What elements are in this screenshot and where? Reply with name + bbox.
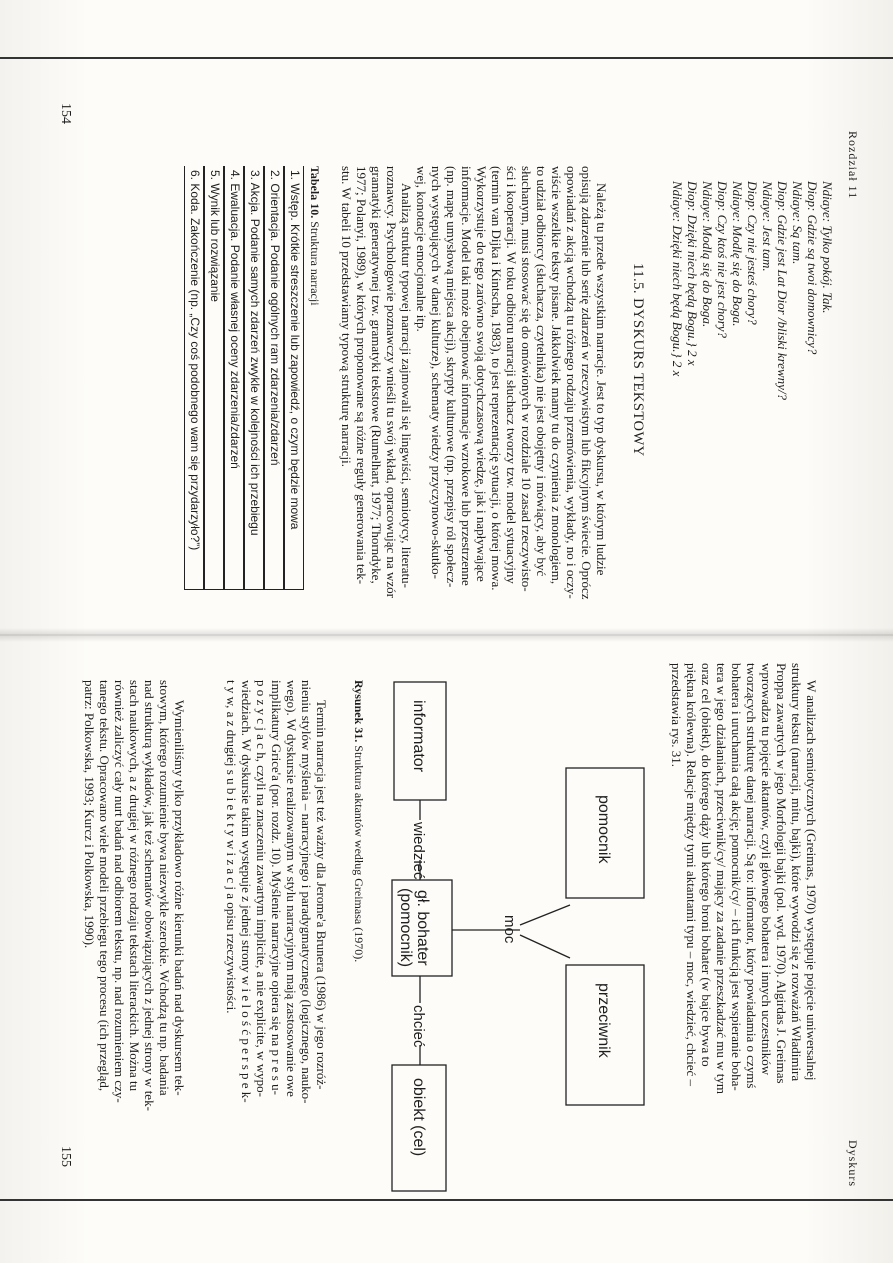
text-line: 1977; Polanyi, 1989), w których proponowane są różne reguły generowania tek-: [354, 166, 369, 585]
figure-caption-text: Struktura aktantów według Greimasa (1970).: [352, 742, 366, 963]
running-header-left: Rozdział 11: [846, 131, 860, 200]
text-line: roznawcy. Psychologowie poznawczy wnieśli tu swój wkład, opracowując na wzór: [384, 166, 399, 599]
dialogue-line: Diop: Gdzie jest Lat Dior /bliski krewny/?: [775, 181, 790, 401]
bohater-sub-label: (pomocnik): [397, 888, 414, 968]
top-rule: [0, 57, 893, 59]
text-line: bohatera i uruchamia całą akcję; pomocnik/cy/ – ich funkcją jest wspieranie boha-: [729, 663, 744, 1091]
dialogue-line: Diop: Gdzie są twoi domownicy?: [805, 181, 820, 355]
wiedziec-label: wiedzieć: [410, 822, 427, 880]
dialogue-line: Diop: Czy nie jesteś chory?: [745, 181, 760, 325]
text-line: (np. mapę umysłową miejsca akcji), skrypty kulturowe (np. przepisy ról społecz-: [444, 166, 459, 588]
figure-caption: [352, 680, 366, 962]
bohater-label: gł. bohater: [414, 890, 431, 966]
text-line: ści i kooperacji. W toku odbioru narracji słuchacz tworzy tzw. model sytuacyjny: [504, 166, 519, 584]
table-row: 2. Orientacja. Podanie ogólnych ram zdarzenia/zdarzeń: [264, 166, 284, 590]
informator-label: informator: [410, 700, 427, 773]
text-line: Należą tu przede wszystkim narracje. Jest to typ dyskursu, w którym ludzie: [594, 183, 609, 576]
figure-caption-label: Rysunek 31.: [352, 680, 366, 743]
obiekt-box: [392, 1065, 446, 1191]
text-line: tworzących strukturę danej narracji. Są to: informator, który powiadamia o czymś: [744, 663, 759, 1089]
przeciwnik-label: przeciwnik: [595, 983, 612, 1058]
text-line: Wymieniliśmy tylko przykładowo różne kierunki badań nad dyskursem tek-: [172, 700, 187, 1096]
text-line: wiście wszelkie teksty pisane. Jakkolwiek mamy tu do czynienia z monologiem,: [549, 166, 564, 585]
text-line: przedstawia rys. 31.: [669, 663, 684, 767]
moc-line-left: [520, 905, 570, 925]
table-caption-label: Tabela 10.: [308, 166, 322, 219]
pomocnik-label: pomocnik: [595, 795, 612, 864]
text-line: patrz: Polkowska, 1993; Kurcz i Polkowska, 1990).: [82, 680, 97, 949]
bohater-box: [392, 880, 452, 976]
text-line: stowym, którego rozumienie bywa niezwykle szerokie. Wchodzą tu np. badania: [157, 680, 172, 1096]
text-line: wej, konotacje emocjonalne itp.: [414, 166, 429, 332]
page-number-right: 155: [58, 1146, 73, 1167]
text-line: p o z y c j a c h, czyli na znaczeniu zawartym implicite, a nie explicite, w wypo-: [254, 680, 269, 1097]
text-line: Proppa zawartych w jego Morfologii bajki (pol. wyd. 1970). Algirdas J. Greimas: [774, 663, 789, 1084]
dialogue-line: Ndiaye: Dzięki niech będą Bogu.} 2 x: [670, 181, 685, 377]
text-line: tera w jego działaniach, przeciwnik/cy/ mający za zadanie przeszkadzać mu w tym: [714, 663, 729, 1094]
przeciwnik-box: [566, 965, 644, 1105]
bottom-rule: [0, 1199, 893, 1201]
table-row: 1. Wstęp. Krótkie streszczenie lub zapowiedź, o czym będzie mowa: [284, 166, 304, 590]
text-line: również zaliczyć cały nurt badań nad odbiorem tekstu, np. nad rozumieniem czy-: [112, 680, 127, 1103]
page-number-left: 154: [58, 103, 73, 124]
dialogue-line: Ndiaye: Są tam.: [790, 181, 805, 265]
text-line: wego). W dyskursie realizowanym w stylu narracyjnym mają zastosowanie owe: [284, 680, 299, 1097]
text-line: implikatury Grice'a (por. rozdz. 10). Myślenie narracyjne opiera się na p r e s u-: [269, 680, 284, 1095]
table-caption: [308, 166, 322, 306]
dialogue-line: Diop: Czy ktoś nie jest chory?: [715, 181, 730, 339]
text-line: wprowadza tu pojęcie aktantów, czyli głównego bohatera i innych uczestników: [759, 663, 774, 1076]
text-line: stach naukowych, a z drugiej w różnego rodzaju tekstach literackich. Można tu: [127, 680, 142, 1092]
text-line: W analizach semiotycznych (Greimas, 1970) występuje pojęcie uniwersalnej: [804, 680, 819, 1081]
text-line: to udział odbiorcy (słuchacza, czytelnika) nie jest obojętny i mówiący, aby być: [534, 166, 549, 577]
text-line: oraz cel (obiekt), do którego dąży lub którego broni bohater (w bajce bywa to: [699, 663, 714, 1067]
text-line: Termin narracja jest też ważny dla Jerome'a Brunera (1986) w jego rozróż-: [314, 700, 329, 1090]
pomocnik-box: [566, 768, 644, 898]
obiekt-label: obiekt (cel): [410, 1078, 427, 1157]
table-row: 4. Ewaluacja. Podanie własnej oceny zdarzenia/zdarzeń: [224, 166, 244, 590]
table-row: 3. Akcja. Podanie samych zdarzeń zwykle w kolejności ich przebiegu: [244, 166, 264, 590]
chciec-label: chcieć: [410, 1005, 427, 1048]
text-line: nieniu stylów myślenia – narracyjnego i paradygmatycznego (logicznego, nauko-: [299, 680, 314, 1104]
table-row: 5. Wynik lub rozwiązanie: [204, 166, 224, 590]
text-line: nad strukturą wykładów, jak też schematów obowiązujących z jednej strony w tek-: [142, 680, 157, 1111]
text-line: gramatyki generatywnej tzw. gramatyki tekstowe (Rumelhart, 1977; Thorndyke,: [369, 166, 384, 584]
text-line: nych występujących w danej kulturze), schematy wiedzy przyczynowo-skutko-: [429, 166, 444, 579]
book-spine-shadow: [0, 628, 893, 642]
text-line: Analizą struktur typowej narracji zajmowali się lingwiści, semiotycy, literatu-: [399, 183, 414, 588]
text-line: piękna królewna). Relacje między tymi aktantami typu – moc, wiedzieć, chcieć –: [684, 663, 699, 1087]
text-line: Wykorzystuje do tego zarówno swoją dotychczasową wiedzę, jak i napływające: [474, 166, 489, 582]
dialogue-line: Ndiaye: Modlę się do Boga.: [730, 181, 745, 327]
moc-label: moc: [501, 915, 518, 944]
text-line: słuchanym, musi stosować się do omówionych w rozdziale 10 zasad rzeczywisto-: [519, 166, 534, 592]
text-line: t y w, a z drugiej s u b i e k t y w i z a c j a opisu rzeczywistości.: [224, 680, 239, 1014]
section-title: 11.5. DYSKURS TEKSTOWY: [630, 263, 646, 457]
dialogue-line: Ndiaye: Modlą się do Boga.: [700, 181, 715, 328]
text-line: wiedziach. W dyskursie takim występuje z jednej strony w i e l o ś ć p e r s p e k-: [239, 680, 254, 1103]
text-line: tanego tekstu. Opracowano wiele modeli przebiegu tego procesu (ich przegląd,: [97, 680, 112, 1092]
running-header-right: Dyskurs: [846, 1140, 860, 1188]
moc-line-right: [520, 935, 570, 958]
text-line: opowiadań z akcją wchodzą tu różnego rodzaju przemówienia, wykłady, no i oczy-: [564, 166, 579, 599]
dialogue-line: Ndiaye: Jest tam.: [760, 181, 775, 272]
dialogue-line: Ndiaye: Tylko pokój. Tak.: [820, 181, 835, 314]
text-line: (termin van Dijka i Kintscha, 1983), to jest reprezentację sytuacji, o której mowa.: [489, 166, 504, 591]
table-row: 6. Koda. Zakończenie (np. „Czy coś podobnego wam się przydarzyło?”): [184, 166, 204, 590]
text-line: struktury tekstu (narracji, mitu, bajki), które wywodzi się z rozważań Władimira: [789, 663, 804, 1082]
text-line: opisują zdarzenie lub serię zdarzeń w rzeczywistym lub fikcyjnym świecie. Oprócz: [579, 166, 594, 600]
table-caption-text: Struktura narracji: [308, 218, 322, 306]
text-line: stu. W tabeli 10 przedstawiamy typową strukturę narracji.: [339, 166, 354, 467]
informator-box: [394, 682, 446, 800]
text-line: informacje. Model taki może obejmować informacje wzrokowe lub przestrzenne: [459, 166, 474, 586]
dialogue-line: Diop: Dzięki niech będą Bogu.} 2 x: [685, 181, 700, 366]
